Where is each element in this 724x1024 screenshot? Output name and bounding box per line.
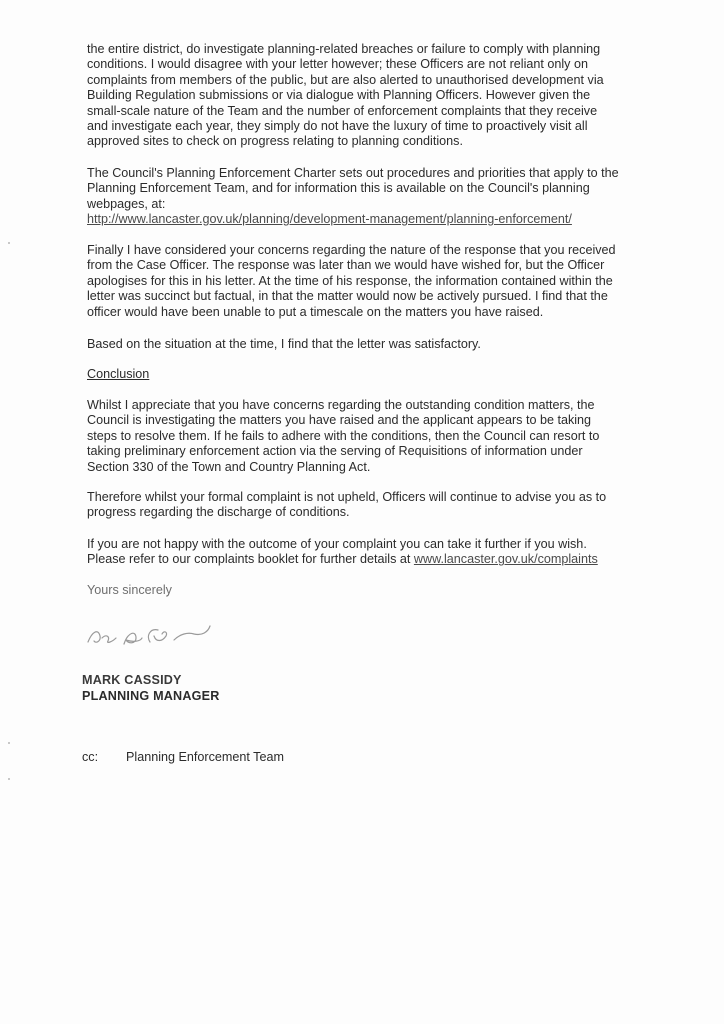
paragraph-enforcement-officers [87,42,667,150]
text-line: complaints from members of the public, but are also alerted to unauthorised development via [87,72,604,87]
text-line: and investigate each year, they simply do not have the luxury of time to proactively visit all [87,119,588,134]
text-line: letter was succinct but factual, in that the matter would now be actively pursued. I find that the [87,289,608,304]
paragraph-complaint-not-upheld [87,490,667,521]
conclusion-heading [87,367,667,382]
cc-label: cc: [82,750,99,764]
text-line: conditions. I would disagree with your letter however; these Officers are not reliant only on [87,57,588,72]
text-line: Planning Enforcement Team, and for information this is available on the Council's planning [87,181,590,196]
text-line: approved sites to check on progress relating to planning conditions. [87,134,463,149]
paragraph-case-officer-response [87,243,667,320]
text-line: Council is investigating the matters you have raised and the applicant appears to be taking [87,413,592,428]
scan-mark [8,242,10,244]
text-line: Section 330 of the Town and Country Planning Act. [87,459,371,474]
signatory-title: PLANNING MANAGER [82,689,220,703]
paragraph-satisfactory [87,337,667,352]
closing-salutation [87,583,667,598]
text-line: officer would have been unable to put a timescale on the matters you have raised. [87,304,544,319]
text-line: Building Regulation submissions or via dialogue with Planning Officers. However given the [87,88,591,103]
handwritten-signature [84,614,224,654]
paragraph-further-complaint [87,537,667,568]
text-line: Based on the situation at the time, I find that the letter was satisfactory. [87,337,481,351]
paragraph-conclusion [87,398,667,475]
text-line: The Council's Planning Enforcement Charter sets out procedures and priorities that apply to the [87,166,619,180]
closing-text: Yours sincerely [87,583,172,597]
text-line: small-scale nature of the Team and the number of enforcement complaints that they receive [87,103,598,118]
text-line: taking preliminary enforcement action via the serving of Requisitions of information under [87,444,583,459]
text-line: Whilst I appreciate that you have concerns regarding the outstanding condition matters, the [87,398,595,412]
signatory-name: MARK CASSIDY [82,673,182,687]
text-line: If you are not happy with the outcome of your complaint you can take it further if you wish. [87,537,587,551]
planning-enforcement-link[interactable]: http://www.lancaster.gov.uk/planning/development-management/planning-enforcement/ [87,212,572,227]
complaints-link[interactable]: www.lancaster.gov.uk/complaints [413,552,598,567]
scan-mark [8,742,10,744]
text-line: progress regarding the discharge of conditions. [87,505,350,520]
text-line: Therefore whilst your formal complaint is not upheld, Officers will continue to advise you as to [87,490,607,504]
text-line: steps to resolve them. If he fails to adhere with the conditions, then the Council can resort to [87,428,600,443]
paragraph-enforcement-charter [87,166,667,228]
text-line: apologises for this in his letter. At the time of his response, the information contained within the [87,273,613,288]
text-line: the entire district, do investigate planning-related breaches or failure to comply with planning [87,42,601,56]
cc-recipient: Planning Enforcement Team [126,750,284,764]
text-line: Finally I have considered your concerns regarding the nature of the response that you received [87,243,616,257]
text-line: webpages, at: [87,196,166,211]
text-fragment: Please refer to our complaints booklet for further details at [87,552,414,567]
scan-mark [8,778,10,780]
conclusion-heading-text: Conclusion [87,367,150,381]
text-line: from the Case Officer. The response was later than we would have wished for, but the Officer [87,258,605,273]
text-line [87,552,667,567]
